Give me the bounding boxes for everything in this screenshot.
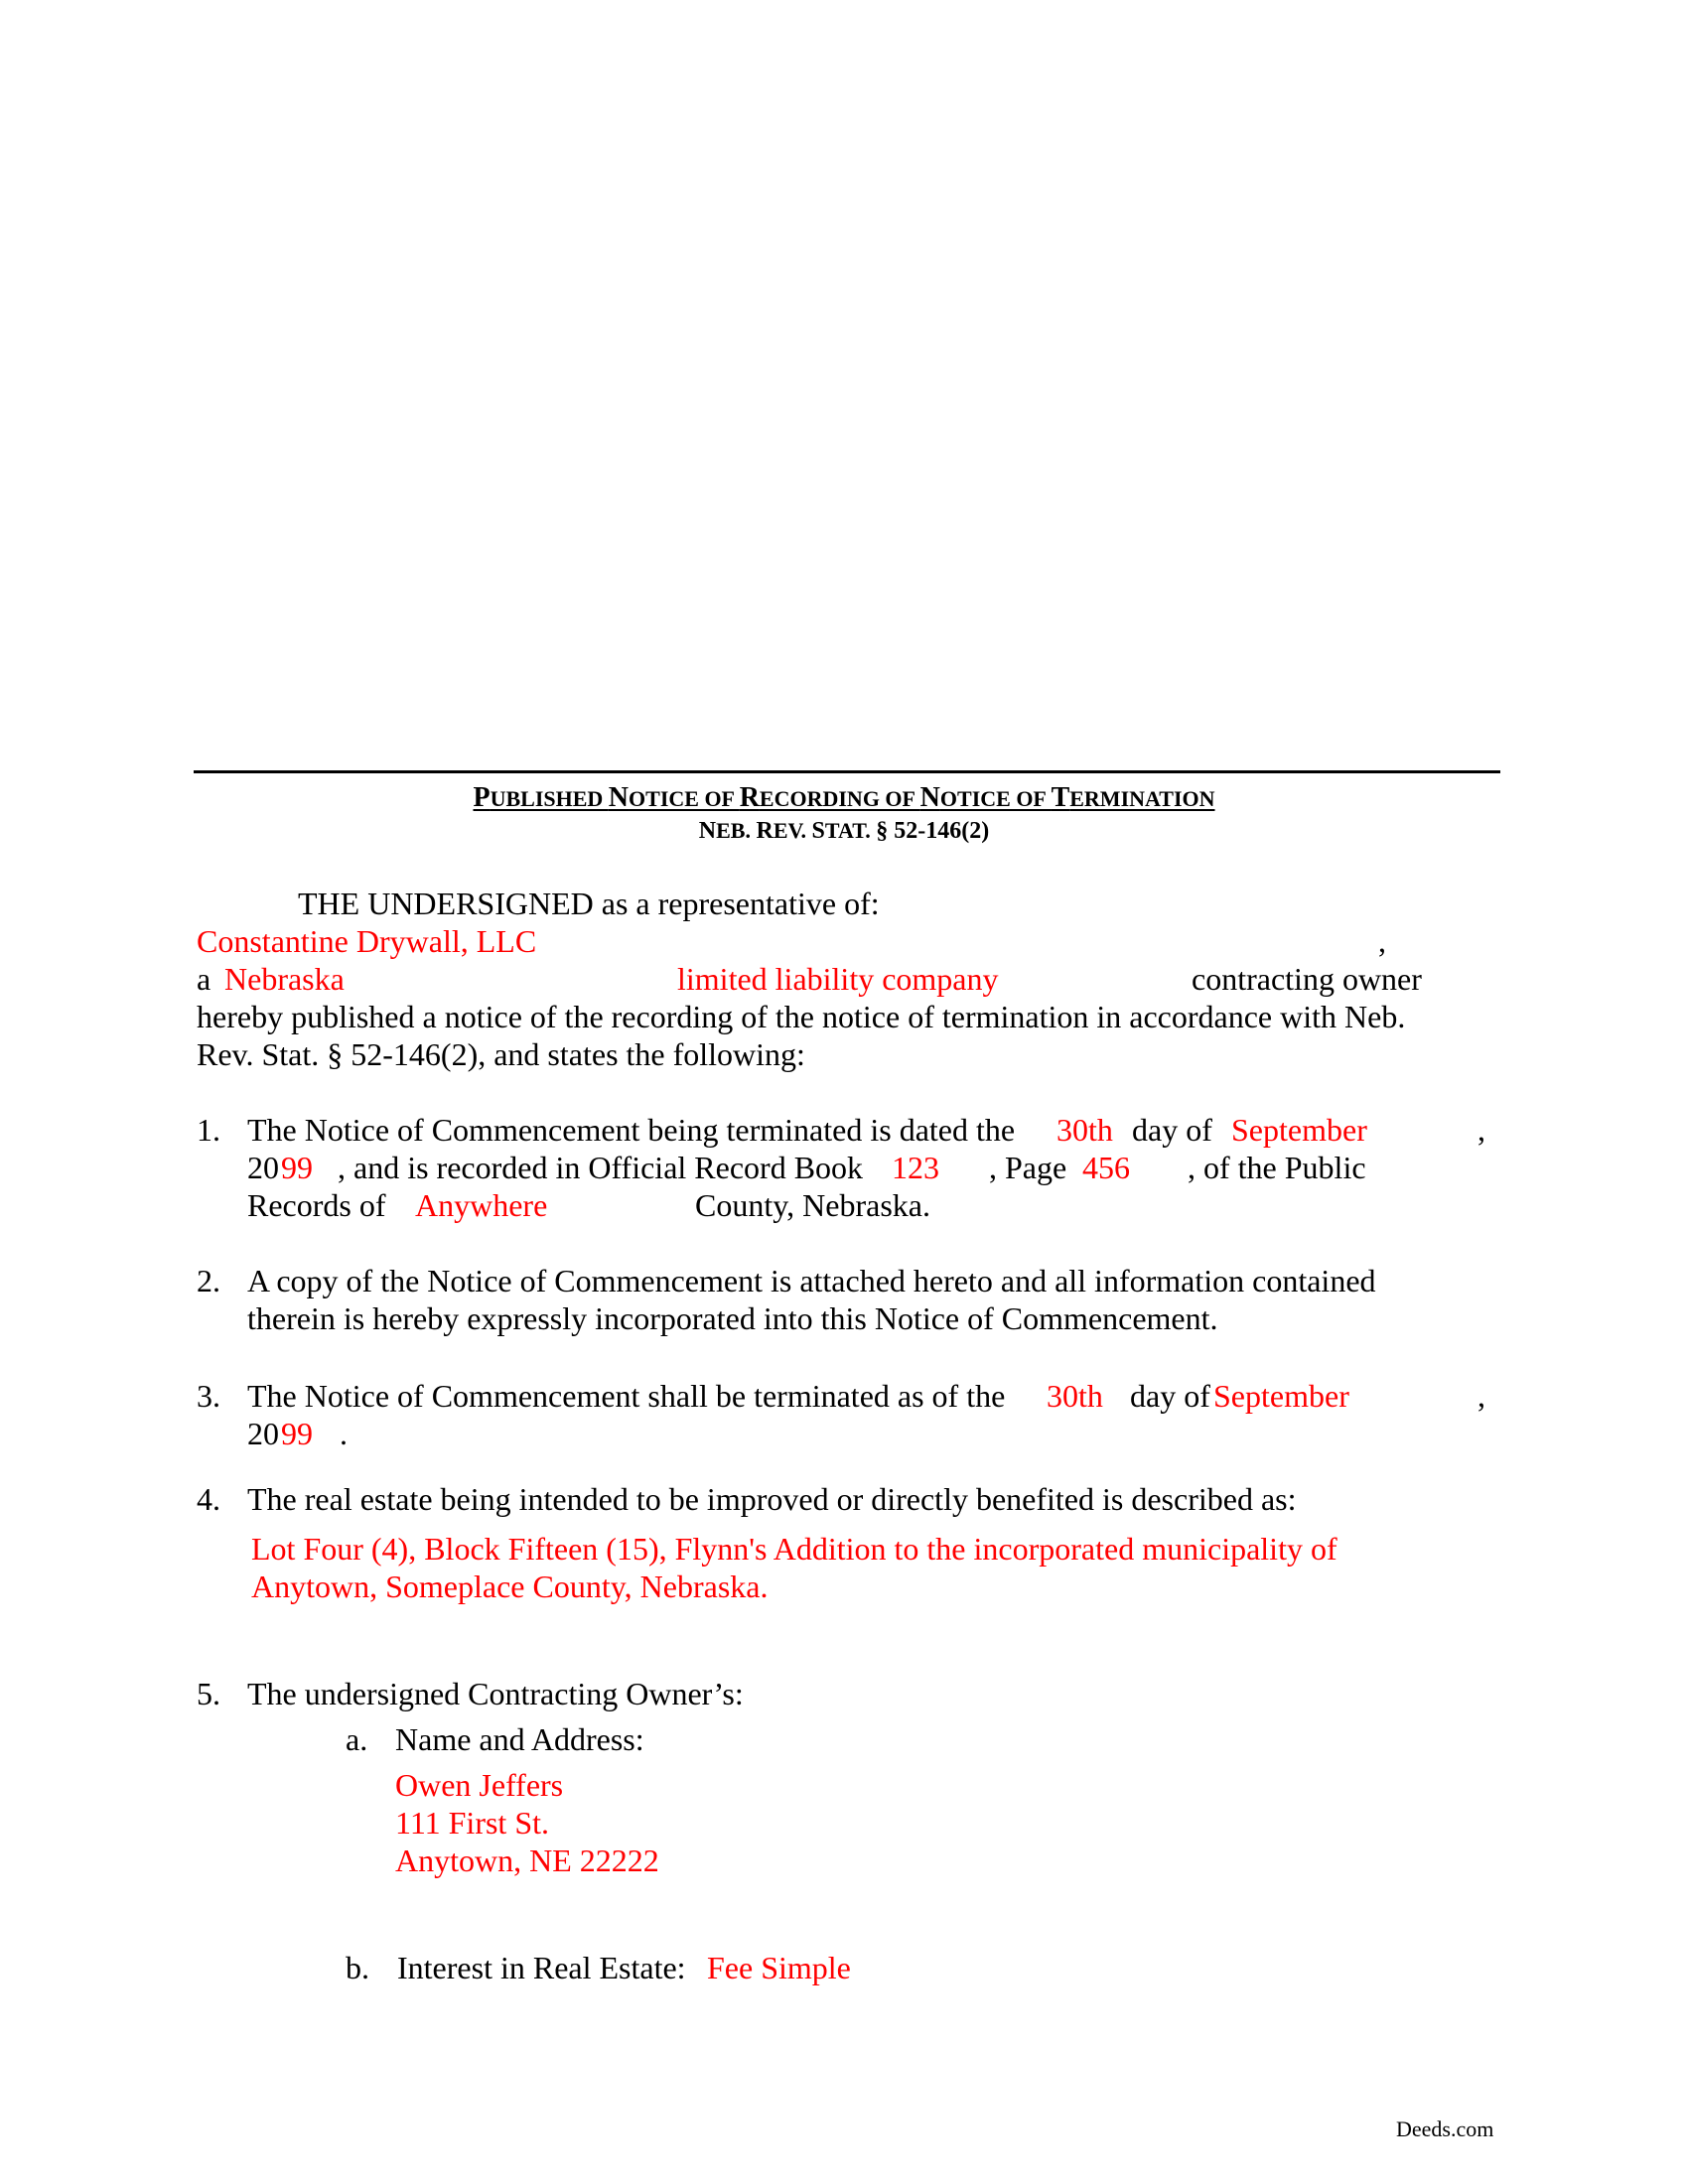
real-estate-interest: Fee Simple xyxy=(707,1950,851,1985)
year-prefix: 20 xyxy=(247,1150,279,1185)
period: . xyxy=(340,1416,348,1451)
item-number: 3. xyxy=(197,1378,220,1414)
legal-description: Anytown, Someplace County, Nebraska. xyxy=(251,1569,769,1604)
county-name: Anywhere xyxy=(415,1187,548,1223)
commencement-year: 99 xyxy=(281,1150,313,1185)
owner-street: 111 First St. xyxy=(395,1805,549,1841)
intro-line: THE UNDERSIGNED as a representative of: xyxy=(298,886,880,921)
item-text: , and is recorded in Official Record Book xyxy=(338,1150,864,1185)
item-number: 2. xyxy=(197,1263,220,1298)
item-text: The Notice of Commencement shall be terminated as of the xyxy=(247,1378,1006,1414)
item-text: A copy of the Notice of Commencement is attached hereto and all information contained xyxy=(247,1263,1376,1298)
item-number: 5. xyxy=(197,1676,220,1711)
entity-type: limited liability company xyxy=(677,961,999,997)
item-text: The undersigned Contracting Owner’s: xyxy=(247,1676,744,1711)
item-text: therein is hereby expressly incorporated into this Notice of Commencement. xyxy=(247,1300,1218,1336)
comma: , xyxy=(1378,923,1386,959)
item-text: , of the Public xyxy=(1188,1150,1366,1185)
commencement-month: September xyxy=(1231,1112,1367,1148)
commencement-day: 30th xyxy=(1056,1112,1113,1148)
comma: , xyxy=(1477,1378,1485,1414)
sub-item-text: Name and Address: xyxy=(395,1721,644,1757)
item-text: The Notice of Commencement being terminated is dated the xyxy=(247,1112,1016,1148)
item-text: day of xyxy=(1130,1378,1210,1414)
item-text: , Page xyxy=(989,1150,1067,1185)
header-rule xyxy=(194,770,1500,773)
footer-brand: Deeds.com xyxy=(1396,2116,1494,2141)
year-prefix: 20 xyxy=(247,1416,279,1451)
comma: , xyxy=(1477,1112,1485,1148)
sub-item-label: b. xyxy=(346,1950,369,1985)
sub-item-text: Interest in Real Estate: xyxy=(397,1950,686,1985)
statute-citation: NEB. REV. STAT. § 52-146(2) xyxy=(698,818,990,844)
item-text: Records of xyxy=(247,1187,386,1223)
intro-text-line: Rev. Stat. § 52-146(2), and states the following: xyxy=(197,1036,805,1072)
owner-name: Owen Jeffers xyxy=(395,1767,564,1803)
record-page: 456 xyxy=(1082,1150,1130,1185)
intro-text-line: hereby published a notice of the recording of the notice of termination in accordance with Neb. xyxy=(197,999,1406,1034)
termination-year: 99 xyxy=(281,1416,313,1451)
legal-description: Lot Four (4), Block Fifteen (15), Flynn's Addition to the incorporated municipality of xyxy=(251,1531,1337,1567)
article-text: a xyxy=(197,961,211,997)
owner-role: contracting owner xyxy=(1192,961,1422,997)
termination-month: September xyxy=(1213,1378,1349,1414)
company-name: Constantine Drywall, LLC xyxy=(197,923,537,959)
sub-item-label: a. xyxy=(346,1721,368,1757)
item-text: day of xyxy=(1132,1112,1212,1148)
item-text: County, Nebraska. xyxy=(695,1187,930,1223)
item-number: 1. xyxy=(197,1112,220,1148)
record-book: 123 xyxy=(892,1150,939,1185)
item-number: 4. xyxy=(197,1481,220,1517)
termination-day: 30th xyxy=(1047,1378,1103,1414)
item-text: The real estate being intended to be improved or directly benefited is described as: xyxy=(247,1481,1297,1517)
document-title: PUBLISHED NOTICE OF RECORDING OF NOTICE OF TERMINATION xyxy=(473,782,1215,813)
owner-city: Anytown, NE 22222 xyxy=(395,1843,659,1878)
entity-state: Nebraska xyxy=(224,961,345,997)
